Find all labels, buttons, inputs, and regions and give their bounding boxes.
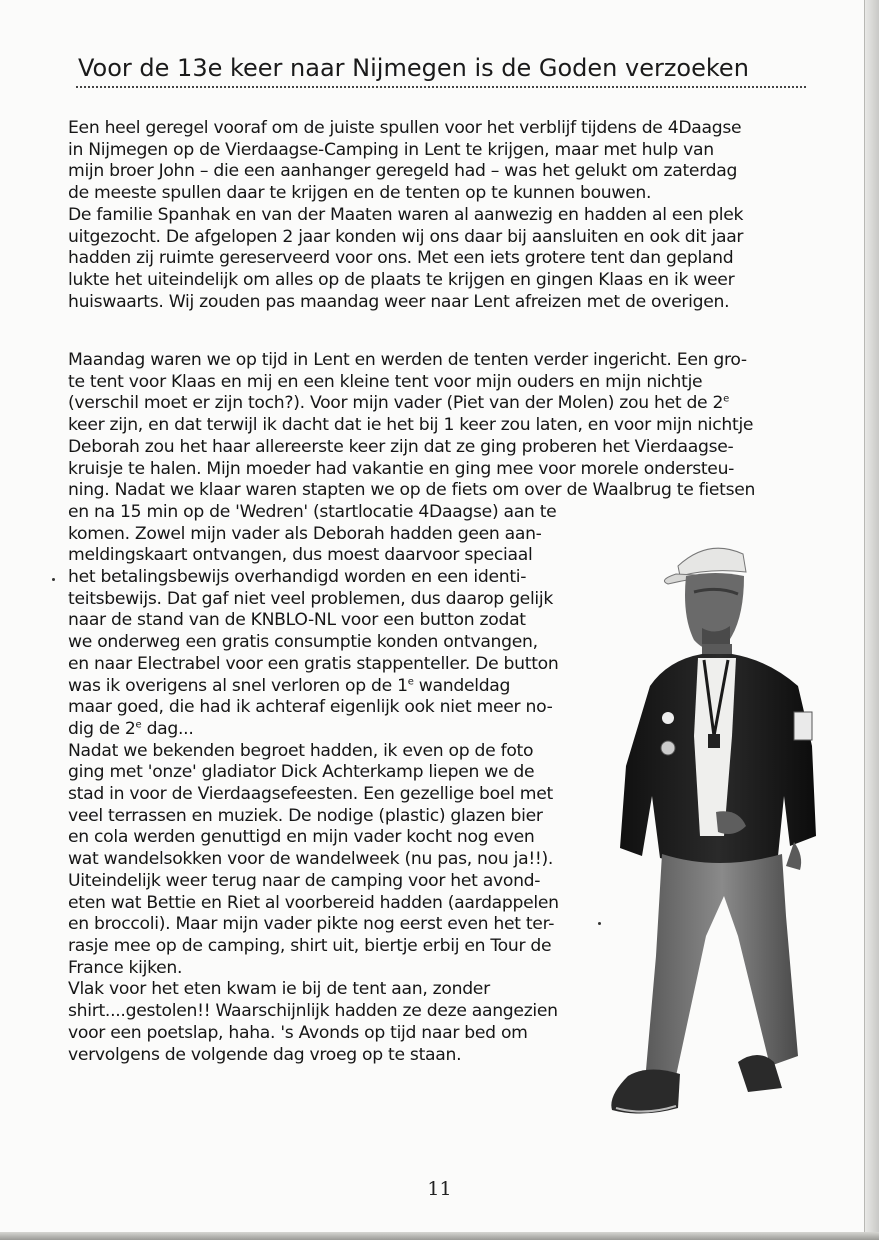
superscript: e <box>407 675 414 687</box>
text-line: (verschil moet er zijn toch?). Voor mijn vader (Piet van der Molen) zou het de 2e <box>68 393 729 414</box>
text-line: mijn broer John – die een aanhanger geregeld had – was het gelukt om zaterdag <box>68 161 738 182</box>
text-line: was ik overigens al snel verloren op de 1e wandeldag <box>68 675 511 696</box>
text-line: maar goed, die had ik achteraf eigenlijk ook niet meer no- <box>68 697 553 718</box>
page-edge <box>864 0 879 1240</box>
text-line: huiswaarts. Wij zouden pas maandag weer naar Lent afreizen met de overigen. <box>68 291 730 312</box>
scan-speck <box>52 578 55 581</box>
scan-speck <box>598 922 601 925</box>
text-line: Nadat we bekenden begroet hadden, ik even op de foto <box>68 740 534 761</box>
text-line: voor een poetslap, haha. 's Avonds op tijd naar bed om <box>68 1022 528 1043</box>
article-title: Voor de 13e keer naar Nijmegen is de Goden verzoeken <box>78 54 749 82</box>
text-line: eten wat Bettie en Riet al voorbereid hadden (aardappelen <box>68 892 559 913</box>
superscript: e <box>135 719 142 731</box>
text-line: kruisje te halen. Mijn moeder had vakantie en ging mee voor morele ondersteu- <box>68 458 735 479</box>
photo-walker <box>598 536 834 1156</box>
text-line: en naar Electrabel voor een gratis stappenteller. De button <box>68 653 559 674</box>
text-line: keer zijn, en dat terwijl ik dacht dat ie het bij 1 keer zou laten, en voor mijn nichtje <box>68 415 754 436</box>
text-line: rasje mee op de camping, shirt uit, biertje erbij en Tour de <box>68 935 552 956</box>
text-line: wat wandelsokken voor de wandelweek (nu pas, nou ja!!). <box>68 849 554 870</box>
text-line: De familie Spanhak en van der Maaten waren al aanwezig en hadden al een plek <box>68 204 744 225</box>
text-line: en broccoli). Maar mijn vader pikte nog eerst even het ter- <box>68 914 555 935</box>
text-line: we onderweg een gratis consumptie konden ontvangen, <box>68 632 538 653</box>
text-line: teitsbewijs. Dat gaf niet veel problemen, dus daarop gelijk <box>68 588 554 609</box>
title-underline <box>76 86 806 88</box>
text-line: dig de 2e dag... <box>68 718 194 739</box>
text-line: en na 15 min op de 'Wedren' (startlocatie 4Daagse) aan te <box>68 501 557 522</box>
text-line: te tent voor Klaas en mij en een kleine tent voor mijn ouders en mijn nichtje <box>68 371 703 392</box>
text-line: Deborah zou het haar allereerste keer zijn dat ze ging proberen het Vierdaagse- <box>68 436 734 457</box>
page-number: 11 <box>427 1178 452 1200</box>
text-line: vervolgens de volgende dag vroeg op te staan. <box>68 1044 462 1065</box>
text-line: de meeste spullen daar te krijgen en de tenten op te kunnen bouwen. <box>68 183 652 204</box>
text-line: in Nijmegen op de Vierdaagse-Camping in Lent te krijgen, maar met hulp van <box>68 139 714 160</box>
text-line: Een heel geregel vooraf om de juiste spullen voor het verblijf tijdens de 4Daagse <box>68 118 742 138</box>
text-line: en cola werden genuttigd en mijn vader kocht nog even <box>68 827 535 848</box>
text-line: shirt....gestolen!! Waarschijnlijk hadden ze deze aangezien <box>68 1001 558 1022</box>
text-line: stad in voor de Vierdaagsefeesten. Een gezellige boel met <box>68 784 553 805</box>
text-line: Uiteindelijk weer terug naar de camping voor het avond- <box>68 870 541 891</box>
text-line: meldingskaart ontvangen, dus moest daarvoor speciaal <box>68 545 533 566</box>
superscript: e <box>723 393 729 405</box>
text-line: lukte het uiteindelijk om alles op de plaats te krijgen en gingen Klaas en ik weer <box>68 269 735 290</box>
paragraph-1 <box>68 118 743 313</box>
page-edge-bottom <box>0 1232 879 1240</box>
text-line: uitgezocht. De afgelopen 2 jaar konden wij ons daar bij aansluiten en ook dit jaar <box>68 226 744 247</box>
text-line: France kijken. <box>68 957 183 978</box>
text-line: hadden zij ruimte gereserveerd voor ons. Met een iets grotere tent dan gepland <box>68 248 734 269</box>
text-line: Maandag waren we op tijd in Lent en werden de tenten verder ingericht. Een gro- <box>68 350 747 370</box>
text-line: veel terrassen en muziek. De nodige (plastic) glazen bier <box>68 805 543 826</box>
text-line: Vlak voor het eten kwam ie bij de tent aan, zonder <box>68 979 490 1000</box>
text-line: naar de stand van de KNBLO-NL voor een button zodat <box>68 610 526 631</box>
text-line: ning. Nadat we klaar waren stapten we op de fiets om over de Waalbrug te fietsen <box>68 480 756 501</box>
text-line: ging met 'onze' gladiator Dick Achterkamp liepen we de <box>68 762 535 783</box>
text-line: het betalingsbewijs overhandigd worden en een identi- <box>68 567 527 588</box>
text-line: komen. Zowel mijn vader als Deborah hadden geen aan- <box>68 523 542 544</box>
